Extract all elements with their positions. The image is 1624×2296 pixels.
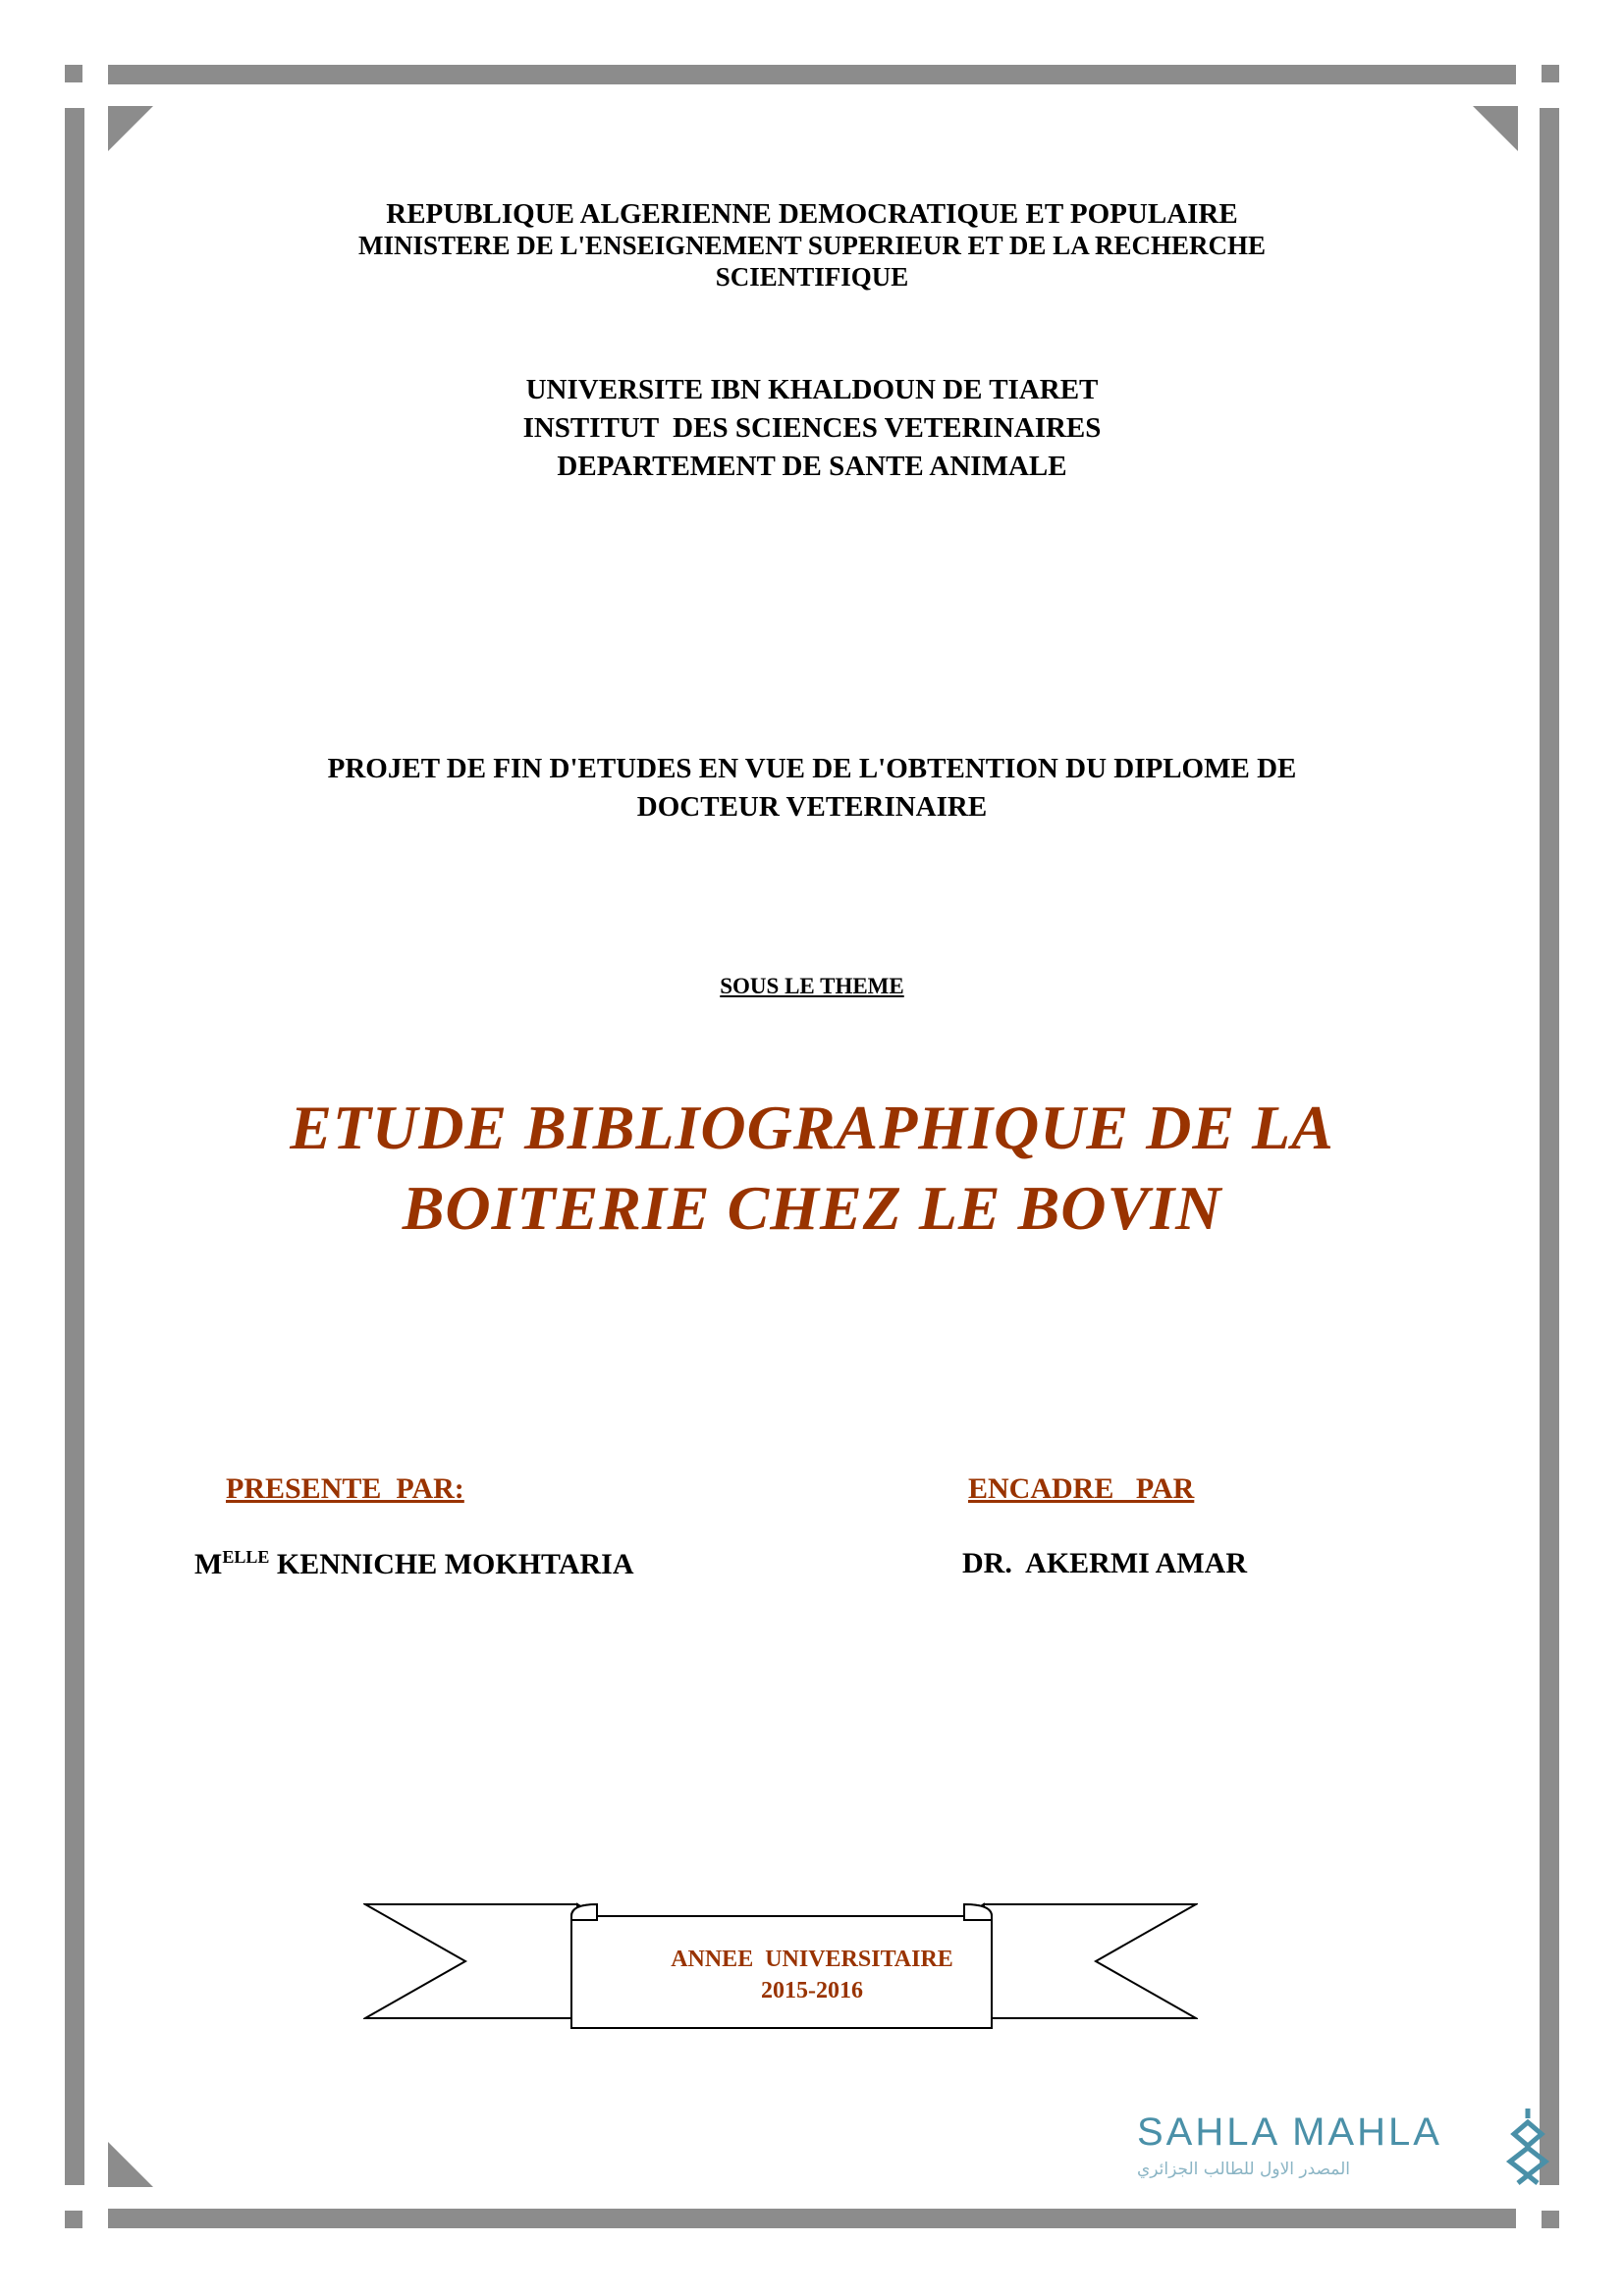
republic-title: REPUBLIQUE ALGERIENNE DEMOCRATIQUE ET POPULAIRE — [386, 198, 1238, 230]
student-name — [194, 1547, 634, 1581]
logo-tagline: المصدر الاول للطالب الجزائري — [1137, 2160, 1350, 2179]
project-line1: PROJET DE FIN D'ETUDES EN VUE DE L'OBTENTION DU DIPLOME DE — [327, 753, 1297, 784]
frame-corner-tr — [1542, 65, 1559, 82]
university-name: UNIVERSITE IBN KHALDOUN DE TIARET — [525, 374, 1099, 405]
student-prefix: M — [194, 1548, 223, 1580]
department-name: DEPARTEMENT DE SANTE ANIMALE — [557, 451, 1067, 482]
ministry-line1: MINISTERE DE L'ENSEIGNEMENT SUPERIEUR ET DE LA RECHERCHE — [358, 231, 1266, 260]
year-label: ANNEE UNIVERSITAIRE — [671, 1947, 953, 1972]
title-line1: ETUDE BIBLIOGRAPHIQUE DE LA — [290, 1093, 1334, 1162]
year-value: 2015-2016 — [761, 1978, 863, 2003]
theme-label: SOUS LE THEME — [720, 974, 904, 998]
frame-triangle-tl — [108, 106, 153, 151]
frame-corner-br — [1542, 2211, 1559, 2228]
frame-triangle-bl — [108, 2142, 153, 2187]
institute-name: INSTITUT DES SCIENCES VETERINAIRES — [522, 412, 1102, 444]
academic-year — [0, 1944, 1624, 2006]
title-line2: BOITERIE CHEZ LE BOVIN — [402, 1173, 1222, 1243]
logo-emblem-icon — [1504, 2105, 1551, 2193]
project-block — [0, 750, 1624, 827]
logo-name: SAHLA MAHLA — [1137, 2110, 1442, 2154]
student-fullname: KENNICHE MOKHTARIA — [269, 1548, 634, 1580]
supervised-label: ENCADRE PAR — [968, 1472, 1195, 1505]
frame-top — [108, 65, 1516, 84]
supervisor-name: DR. AKERMI AMAR — [962, 1547, 1247, 1579]
ministry-line2: SCIENTIFIQUE — [715, 262, 909, 292]
institution-block — [0, 371, 1624, 486]
presented-label: PRESENTE PAR: — [226, 1472, 464, 1505]
frame-bottom — [108, 2209, 1516, 2228]
frame-triangle-tr — [1473, 106, 1518, 151]
header-block — [0, 198, 1624, 293]
thesis-title — [0, 1088, 1624, 1249]
sahla-mahla-logo — [1119, 2110, 1551, 2199]
project-line2: DOCTEUR VETERINAIRE — [636, 791, 988, 823]
student-prefix-sup: ELLE — [222, 1547, 270, 1567]
frame-corner-bl — [65, 2211, 82, 2228]
frame-corner-tl — [65, 65, 82, 82]
